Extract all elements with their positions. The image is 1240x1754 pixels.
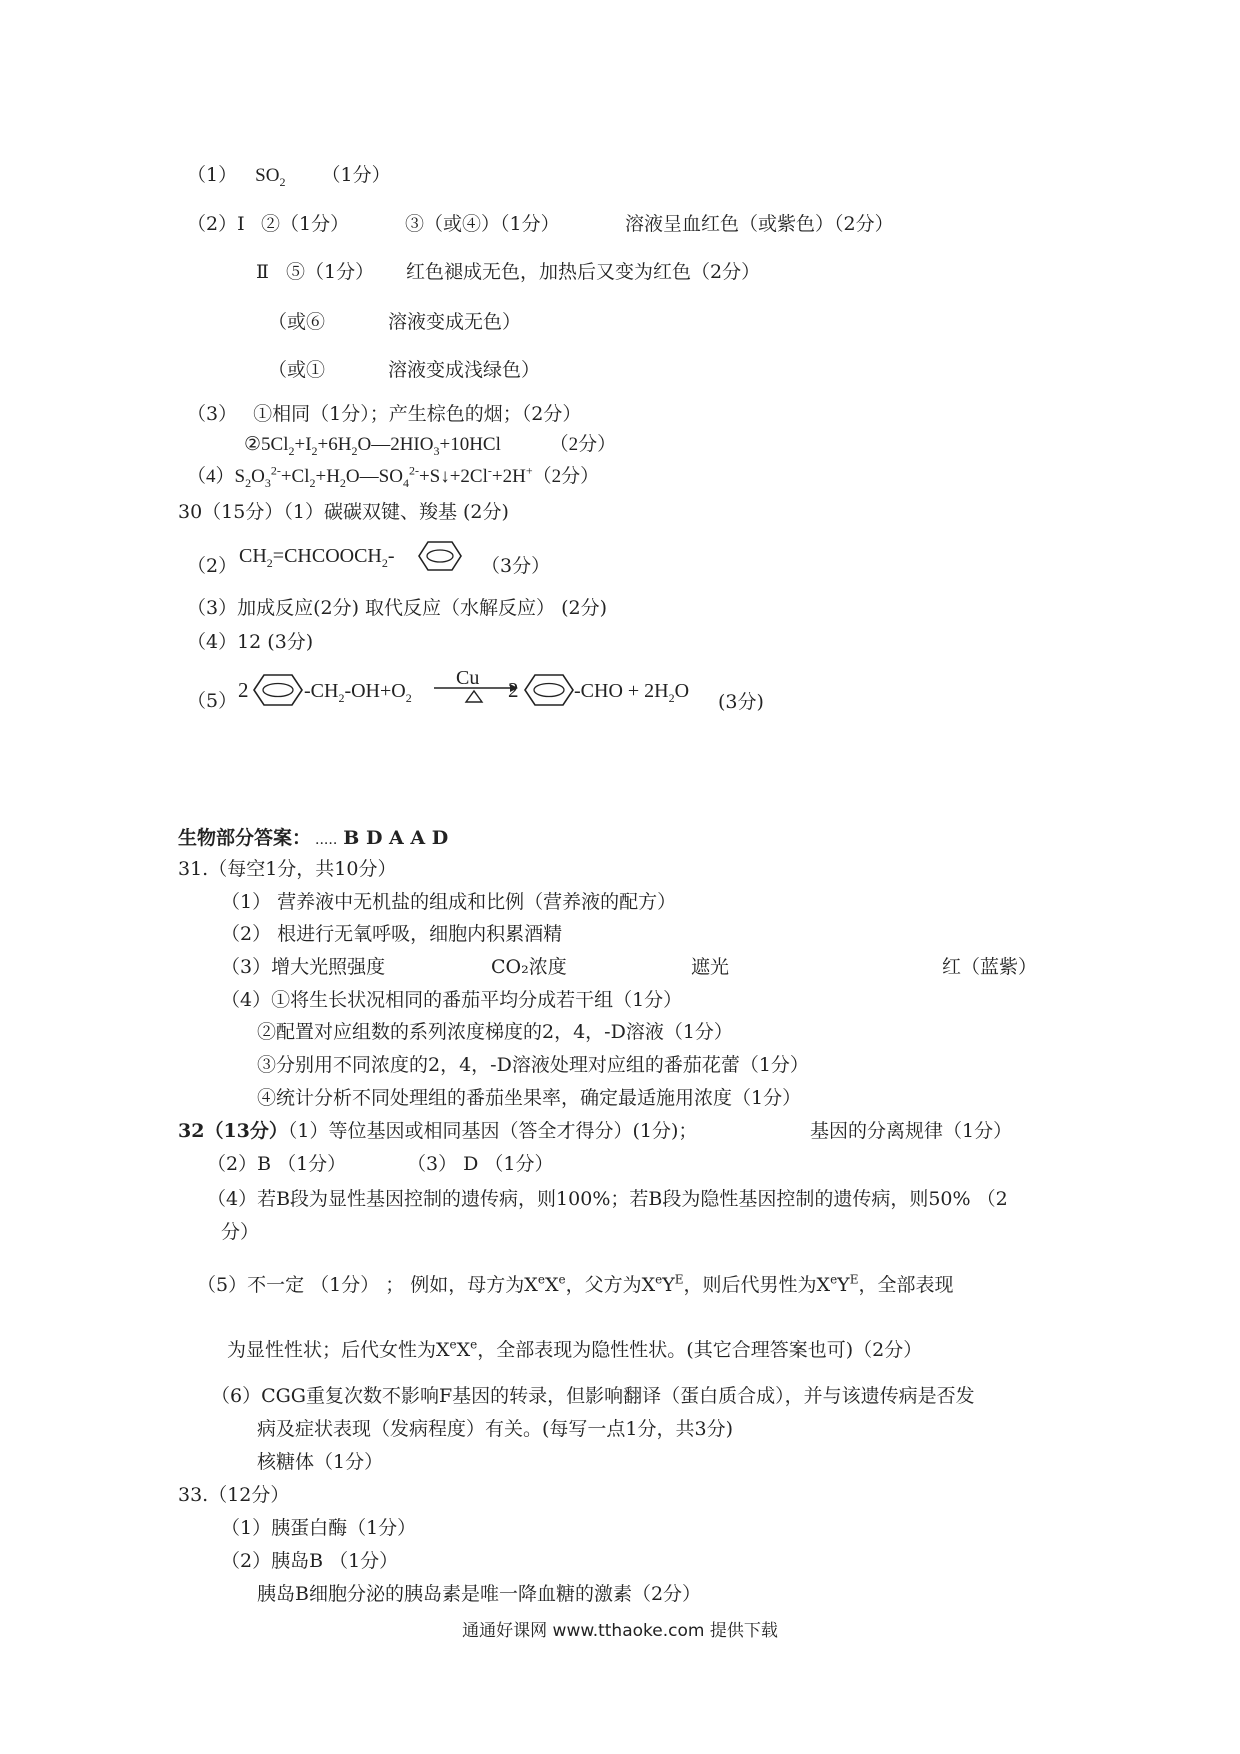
bio-q33-2: （2）胰岛B （1分） xyxy=(221,1550,399,1572)
bio-q32-2: （2）B （1分） （3） D （1分） xyxy=(207,1153,554,1175)
bio-q32-4: （4）若B段为显性基因控制的遗传病，则100%；若B段为隐性基因控制的遗传病，则50% （2 xyxy=(207,1188,1008,1210)
chem-q30-5: （5） xyxy=(187,690,238,712)
benzene-ring-icon xyxy=(253,673,303,707)
benzene-ring-icon xyxy=(418,540,462,572)
bio-q33-2b: 胰岛B细胞分泌的胰岛素是唯一降血糖的激素（2分） xyxy=(257,1583,702,1605)
bio-q31-4: （4）①将生长状况相同的番茄平均分成若干组（1分） xyxy=(221,989,683,1011)
chem-line-6: （3） ①相同（1分）；产生棕色的烟；（2分） xyxy=(187,403,582,425)
chem-line-5: （或① 溶液变成浅绿色） xyxy=(268,359,541,381)
bio-q32-4b: 分） xyxy=(221,1221,260,1243)
bio-q32-6: （6）CGG重复次数不影响F基因的转录，但影响翻译（蛋白质合成），并与该遗传病是否发 xyxy=(211,1385,975,1407)
chem-line-4: （或⑥ 溶液变成无色） xyxy=(268,311,522,333)
chem-equation-3: $②5Cl_2+I_2+6H_2O—2HIO_3+10HCl$ （2分） xyxy=(244,434,617,458)
reactant-formula: $-CH_2-OH+O_2$ xyxy=(304,680,412,705)
bio-q31-4d: ④统计分析不同处理组的番茄坐果率，确定最适施用浓度（1分） xyxy=(257,1087,802,1109)
bio-q33-1: （1）胰蛋白酶（1分） xyxy=(221,1517,417,1539)
chem-equation-4: $(4)S_2O_3^{2-}+Cl_2+H_2O—SO_4^{2-}+S↓+2Cl^-+2H^+(2$分） xyxy=(187,463,600,490)
biology-heading: 生物部分答案： ..... B D A A D xyxy=(178,827,449,849)
bio-q32-5: （5）不一定 （1分） ； 例如，母方为XeXe，父方为$XeY^E$，则后代男性为$XeY^E$，全部表现 xyxy=(197,1272,954,1296)
chem-q30: 30（15分）（1）碳碳双键、羧基 (2分) xyxy=(178,501,509,523)
reaction-arrow-icon xyxy=(432,684,518,704)
bio-q31-4c: ③分别用不同浓度的2，4，-D溶液处理对应组的番茄花蕾（1分） xyxy=(257,1054,809,1076)
catalyst-label: Cu xyxy=(456,667,480,689)
bio-q32-6b: 病及症状表现（发病程度）有关。(每写一点1分，共3分) xyxy=(257,1418,734,1440)
chem-q30-2: （2） $CH_2=CHCOOCH_2-$ （3分） xyxy=(187,545,551,577)
footer-watermark: 通通好课网 www.tthaoke.com 提供下载 xyxy=(462,1621,778,1641)
benzene-ring-icon xyxy=(524,673,574,707)
bio-q31-3: （3）增大光照强度 CO₂浓度 遮光 红（蓝紫） xyxy=(221,956,1038,978)
bio-q32-5b: 为显性性状；后代女性为XeXe，全部表现为隐性性状。(其它合理答案也可)（2分） xyxy=(227,1337,923,1361)
chem-q30-4: （4）12 (3分) xyxy=(187,631,314,653)
score: (3分) xyxy=(718,691,764,713)
bio-q31: 31.（每空1分，共10分） xyxy=(178,858,397,880)
chem-line-3: Ⅱ ⑤（1分） 红色褪成无色，加热后又变为红色（2分） xyxy=(256,261,761,283)
bio-q32-6c: 核糖体（1分） xyxy=(257,1451,384,1473)
score: （1分） xyxy=(321,164,391,186)
product-coefficient: 2 xyxy=(508,678,519,702)
chem-q30-3: （3）加成反应(2分) 取代反应（水解反应） (2分) xyxy=(187,597,607,619)
bio-q31-1: （1） 营养液中无机盐的组成和比例（营养液的配方） xyxy=(221,891,677,913)
equation-coefficient: 2 xyxy=(238,678,249,702)
bio-q31-2: （2） 根进行无氧呼吸，细胞内积累酒精 xyxy=(221,923,563,945)
bio-q31-4b: ②配置对应组数的系列浓度梯度的2，4，-D溶液（1分） xyxy=(257,1021,733,1043)
bio-q33: 33.（12分） xyxy=(178,1484,290,1506)
item-number: （1） xyxy=(187,164,238,186)
chem-line-2: （2）Ⅰ ②（1分） ③（或④）（1分） 溶液呈血红色（或紫色）（2分） xyxy=(187,213,894,235)
chem-line-1: （1） $SO_2$ （1分） xyxy=(187,164,391,189)
bio-q32: 32（13分）（1）等位基因或相同基因（答全才得分）(1分)； 基因的分离规律（1分） xyxy=(178,1120,1013,1142)
product-formula: $-CHO + 2H_2O$ xyxy=(574,680,690,705)
